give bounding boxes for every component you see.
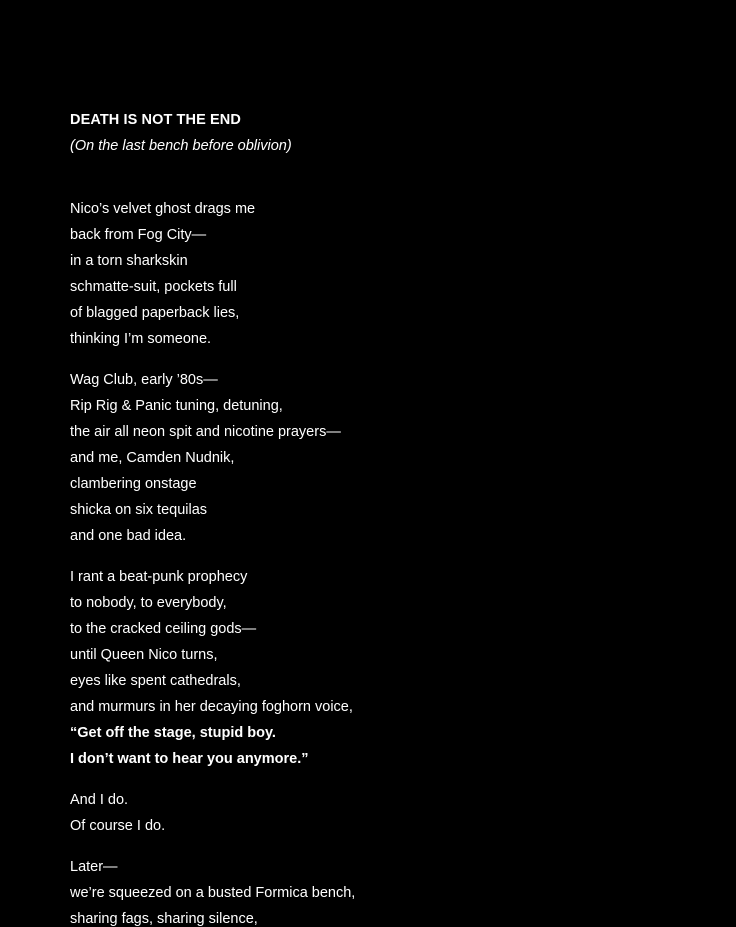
poem-line-emphasis: “Get off the stage, stupid boy. [70,725,276,741]
stanza [70,367,690,549]
poem-line: Rip Rig & Panic tuning, detuning, [70,398,283,414]
stanza [70,564,690,772]
poem-line: the air all neon spit and nicotine prayers— [70,424,341,440]
poem-line: shicka on six tequilas [70,502,208,518]
poem-line: Nico’s velvet ghost drags me [70,201,256,217]
poem-line: in a torn sharkskin [70,253,188,269]
poem-line: And I do. [70,792,129,808]
poem-line: back from Fog City— [70,227,207,243]
poem-subtitle: (On the last bench before oblivion) [70,138,292,154]
poem-line: until Queen Nico turns, [70,647,218,663]
poem-line: we’re squeezed on a busted Formica bench, [70,885,356,901]
poem-line: Wag Club, early ’80s— [70,372,218,388]
poem-title: DEATH IS NOT THE END [70,112,241,128]
poem-line: and murmurs in her decaying foghorn voice, [70,699,353,715]
poem-line: sharing fags, sharing silence, [70,911,258,927]
stanza [70,787,690,839]
poem-line: I rant a beat-punk prophecy [70,569,248,585]
poem-body [70,196,690,927]
stanza [70,854,690,927]
poem-line: eyes like spent cathedrals, [70,673,241,689]
poem [70,110,690,927]
poem-line: thinking I’m someone. [70,331,212,347]
poem-line: to nobody, to everybody, [70,595,227,611]
poem-line: clambering onstage [70,476,197,492]
stanza [70,196,690,352]
poem-line: and one bad idea. [70,528,187,544]
poem-line: to the cracked ceiling gods— [70,621,257,637]
poem-line-emphasis: I don’t want to hear you anymore.” [70,751,309,767]
poem-line: schmatte-suit, pockets full [70,279,237,295]
poem-line: and me, Camden Nudnik, [70,450,235,466]
poem-line: Of course I do. [70,818,166,834]
poem-line: Later— [70,859,118,875]
poem-line: of blagged paperback lies, [70,305,240,321]
